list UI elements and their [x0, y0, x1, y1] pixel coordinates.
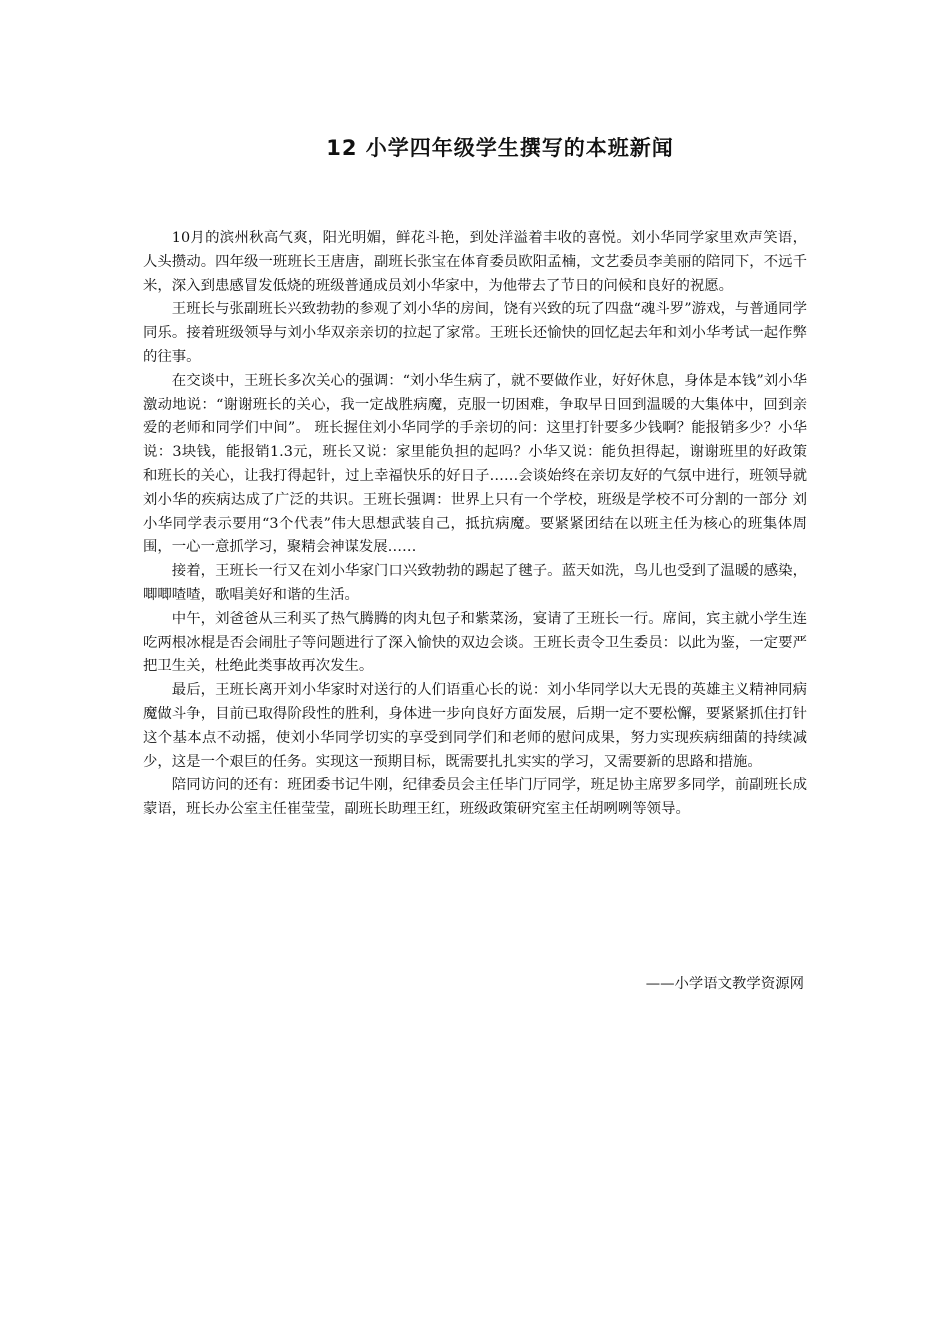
- paragraph: 在交谈中，王班长多次关心的强调：“刘小华生病了，就不要做作业，好好休息，身体是本钱”刘小华激动地说：“谢谢班长的关心，我一定战胜病魔，克服一切困难，争取早日回到温暖的大集体中，回到亲爱的老师和同学们中间”。 班长握住刘小华同学的手亲切的问：这里打针要多少钱啊？能报销多少？小华说：3块钱，能报销1.3元，班长又说：家里能负担的起吗？小华又说：能负担得起，谢谢班里的好政策和班长的关心，让我打得起针，过上幸福快乐的好日子……会谈始终在亲切友好的气氛中进行，班领导就刘小华的疾病达成了广泛的共识。王班长强调：世界上只有一个学校，班级是学校不可分割的一部分 刘小华同学表示要用“3个代表”伟大思想武装自己，抵抗病魔。要紧紧团结在以班主任为核心的班集体周围，一心一意抓学习，聚精会神谋发展……: [143, 372, 807, 556]
- paragraph: 最后，王班长离开刘小华家时对送行的人们语重心长的说：刘小华同学以大无畏的英雄主义精神同病魔做斗争，目前已取得阶段性的胜利，身体进一步向良好方面发展，后期一定不要松懈，要紧紧抓住打针这个基本点不动摇，使刘小华同学切实的享受到同学们和老师的慰问成果，努力实现疾病细菌的持续减少，这是一个艰巨的任务。实现这一预期目标，既需要扎扎实实的学习，又需要新的思路和措施。: [143, 682, 807, 770]
- source-signature: ——小学语文教学资源网: [645, 976, 804, 992]
- paragraph: 中午，刘爸爸从三利买了热气腾腾的肉丸包子和紫菜汤，宴请了王班长一行。席间，宾主就小学生连吃两根冰棍是否会闹肚子等问题进行了深入愉快的双边会谈。王班长责令卫生委员：以此为鉴，一定要严把卫生关，杜绝此类事故再次发生。: [143, 610, 807, 675]
- paragraph: 接着，王班长一行又在刘小华家门口兴致勃勃的踢起了毽子。蓝天如洗，鸟儿也受到了温暖的感染，唧唧喳喳，歌唱美好和谐的生活。: [143, 563, 807, 603]
- paragraph: 陪同访问的还有：班团委书记牛刚，纪律委员会主任毕门厅同学，班足协主席罗多同学，前副班长成蒙语，班长办公室主任崔莹莹，副班长助理王红，班级政策研究室主任胡咧咧等领导。: [143, 777, 807, 818]
- document-title: 12 小学四年级学生撰写的本班新闻: [326, 136, 674, 160]
- article-body: [143, 227, 807, 822]
- paragraph: 10月的滨州秋高气爽，阳光明媚，鲜花斗艳，到处洋溢着丰收的喜悦。刘小华同学家里欢声笑语，人头攒动。四年级一班班长王唐唐，副班长张宝在体育委员欧阳孟楠，文艺委员李美丽的陪同下，不远千米，深入到患感冒发低烧的班级普通成员刘小华家中，为他带去了节日的问候和良好的祝愿。: [143, 230, 807, 294]
- paragraph: 王班长与张副班长兴致勃勃的参观了刘小华的房间，饶有兴致的玩了四盘“魂斗罗”游戏，与普通同学同乐。接着班级领导与刘小华双亲亲切的拉起了家常。王班长还愉快的回忆起去年和刘小华考试一起作弊的往事。: [143, 301, 807, 365]
